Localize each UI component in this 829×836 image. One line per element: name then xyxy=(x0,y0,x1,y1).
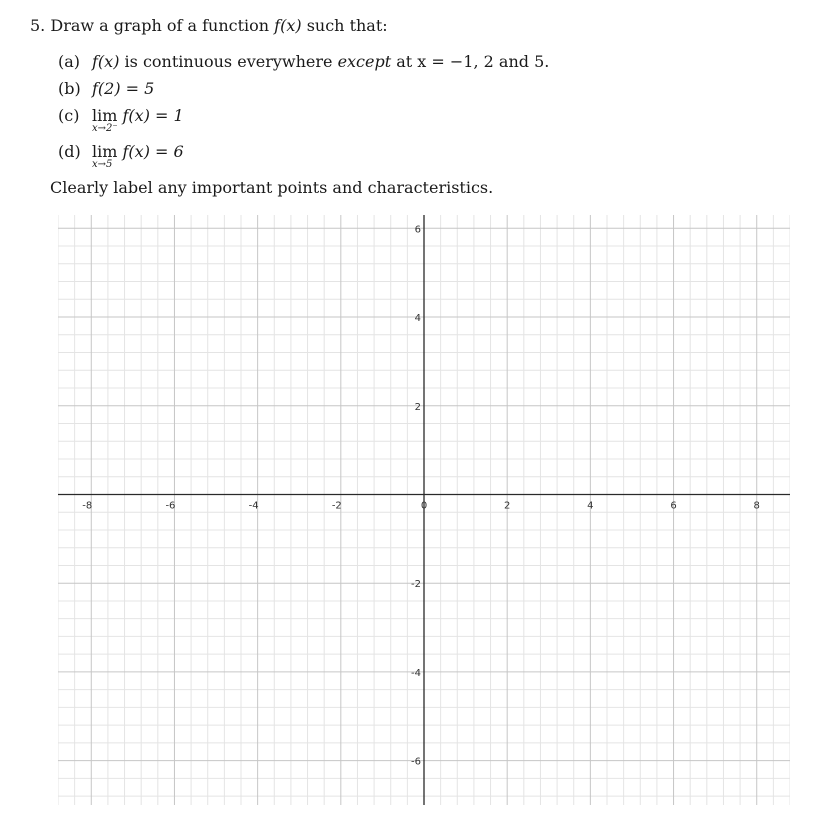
part-d-subscript: x→5 xyxy=(92,159,113,170)
y-tick-label: -6 xyxy=(411,756,421,768)
tick-labels xyxy=(82,224,760,767)
part-d-expr: f(x) = 6 xyxy=(122,142,184,161)
x-tick-label: 0 xyxy=(420,500,428,512)
part-d-label: (d) xyxy=(58,142,81,161)
prompt-func: f(x) xyxy=(274,16,302,35)
part-b-expr: f(2) = 5 xyxy=(92,79,155,98)
part-b xyxy=(58,79,154,98)
x-tick-label: -6 xyxy=(165,500,176,512)
problem-number: 5. xyxy=(30,16,46,35)
x-tick-label: -2 xyxy=(331,500,342,512)
part-c-subscript: x→2⁻ xyxy=(92,123,118,134)
part-c-expr: f(x) = 1 xyxy=(122,106,184,125)
part-a-text: is continuous everywhere xyxy=(119,52,338,71)
coordinate-grid[interactable] xyxy=(58,215,790,805)
part-a-func: f(x) xyxy=(92,52,120,71)
y-tick-label: -2 xyxy=(411,579,421,591)
part-d xyxy=(58,142,184,170)
part-a-emphasis: except xyxy=(337,52,392,71)
part-d-limit xyxy=(92,142,118,170)
y-tick-label: 4 xyxy=(414,313,421,325)
part-a-points: at x = −1, 2 and 5. xyxy=(391,52,550,71)
y-tick-label: -4 xyxy=(411,667,421,679)
problem-prompt xyxy=(30,16,388,35)
part-c-limit xyxy=(92,106,118,134)
prompt-before: Draw a graph of a function xyxy=(50,16,275,35)
x-tick-label: 8 xyxy=(753,500,760,512)
part-a-label: (a) xyxy=(58,52,81,71)
x-tick-label: -8 xyxy=(82,500,93,512)
y-tick-label: 6 xyxy=(414,224,421,236)
part-c-lim: lim xyxy=(92,106,118,125)
prompt-after: such that: xyxy=(301,16,388,35)
x-tick-label: 6 xyxy=(670,500,677,512)
part-d-lim: lim xyxy=(92,142,118,161)
part-a xyxy=(58,52,549,71)
part-c-label: (c) xyxy=(58,106,80,125)
part-b-label: (b) xyxy=(58,79,81,98)
x-tick-label: 2 xyxy=(503,500,511,512)
x-tick-label: 4 xyxy=(587,500,594,512)
instruction: Clearly label any important points and characteristics. xyxy=(50,178,494,197)
y-tick-label: 2 xyxy=(414,401,421,413)
part-c xyxy=(58,106,184,134)
x-tick-label: -4 xyxy=(248,500,259,512)
